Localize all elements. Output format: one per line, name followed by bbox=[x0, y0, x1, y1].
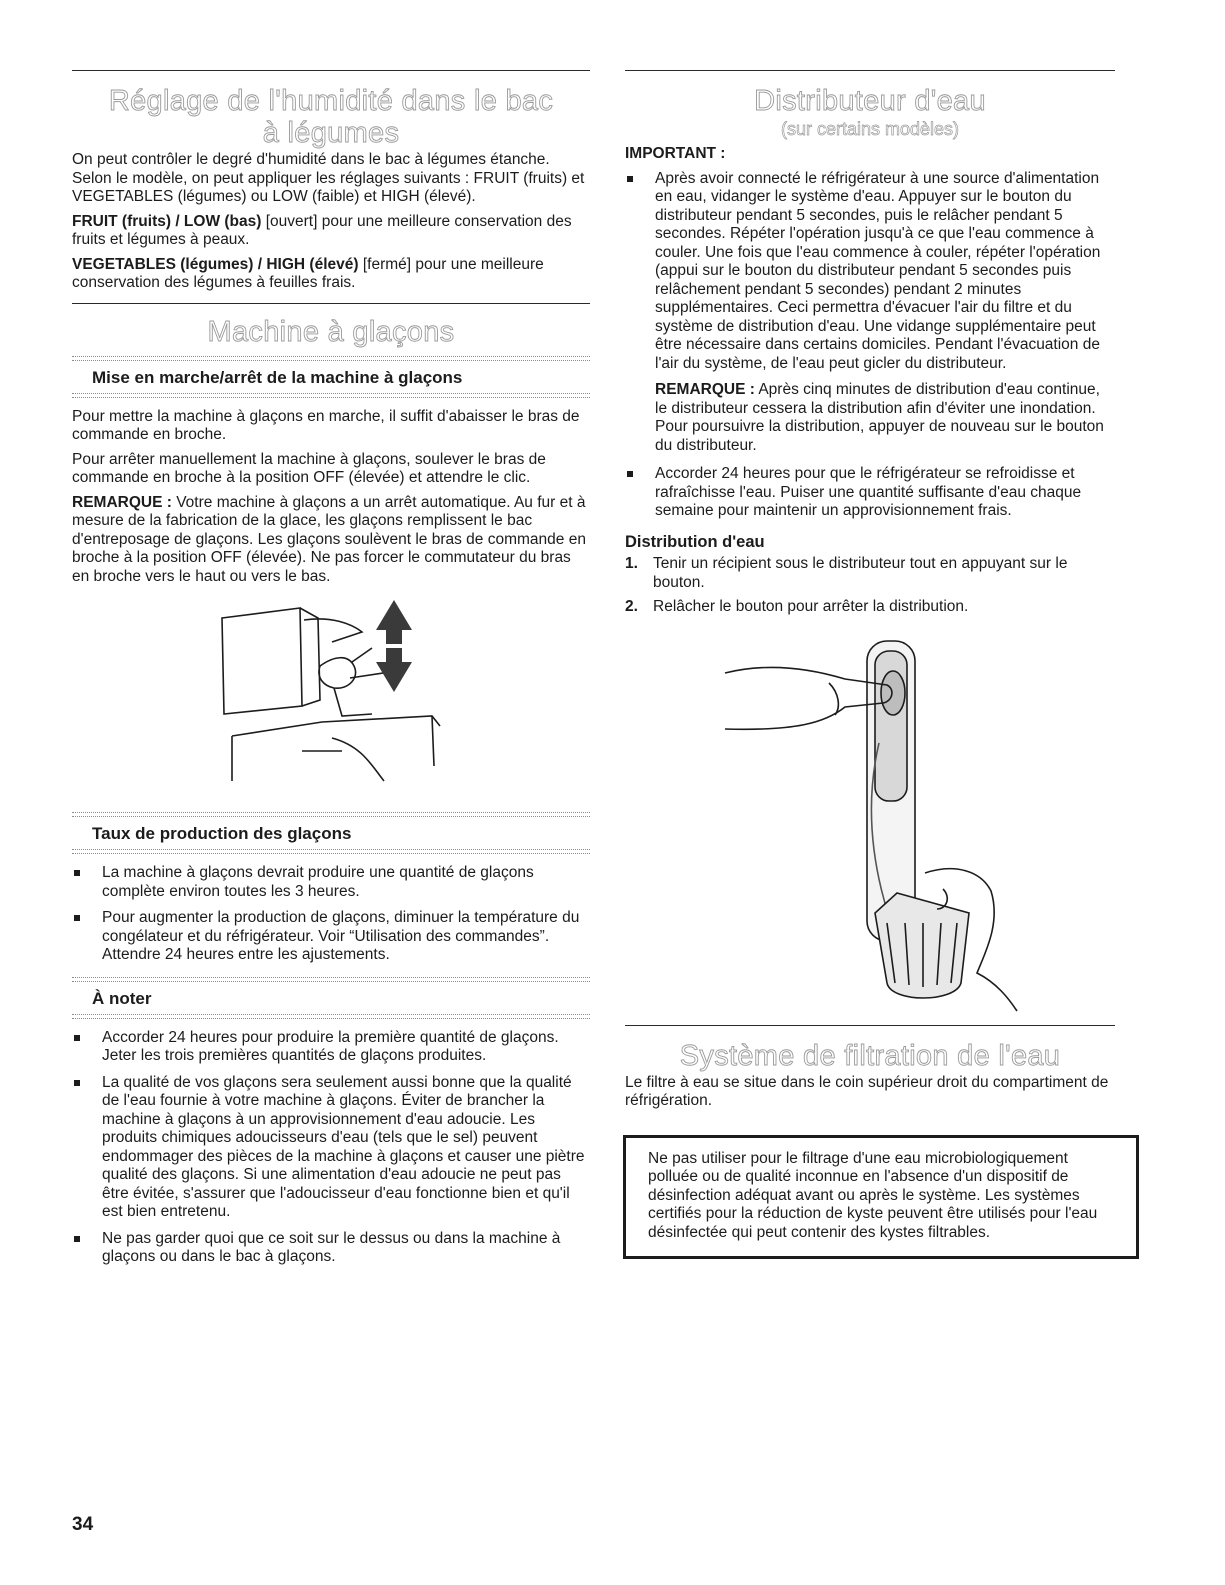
dotted-rule bbox=[72, 393, 590, 398]
fruit-text: [ouvert] pour une meilleure conservation des fruits et légumes à peaux. bbox=[72, 212, 572, 248]
rate-subhead bbox=[72, 812, 590, 854]
humidity-title-line1: Réglage de l'humidité dans le bac bbox=[108, 85, 554, 117]
fruit-label: FRUIT (fruits) / LOW (bas) bbox=[72, 212, 262, 230]
vegetable-text: [fermé] pour une meilleure conservation des légumes à feuilles frais. bbox=[72, 255, 544, 291]
remark-text: Après cinq minutes de distribution d'eau continue, le distributeur cessera la distribution afin d'éviter une inondation. Pour poursuivre la distribution, appuyer de nouveau sur le bouton du distributeur. bbox=[655, 381, 1104, 454]
step-text: Relâcher le bouton pour arrêter la distribution. bbox=[653, 598, 969, 615]
list-item: Ne pas garder quoi que ce soit sur le dessus ou dans la machine à glaçons ou dans le bac à glaçons. bbox=[72, 1230, 590, 1267]
filter-warning-box bbox=[623, 1135, 1139, 1260]
list-item: La machine à glaçons devrait produire une quantité de glaçons complète environ toutes les 3 heures. bbox=[72, 864, 590, 901]
vegetable-label: VEGETABLES (légumes) / HIGH (élevé) bbox=[72, 255, 359, 273]
list-item: Après avoir connecté le réfrigérateur à une source d'alimentation en eau, vidanger le système d'eau. Appuyer sur le bouton du distributeur pendant 5 secondes, puis le relâcher pendant 5 secondes. Répéter l'opération jusqu'à ce que l'eau commence à couler. Une fois que l'eau commence à couler, répéter l'opération (appui sur le bouton du distributeur pendant 5 secondes puis relâchement pendant 5 secondes) pendant 2 minutes supplémentaires. Ceci permettra d'évacuer l'air du filtre et du système de distribution d'eau. Une vidange supplémentaire peut être nécessaire dans certains domiciles. Pendant l'évacuation de l'air du système, de l'eau peut gicler du distributeur. bbox=[625, 170, 1115, 374]
remark-label: REMARQUE : bbox=[655, 381, 755, 398]
left-column bbox=[72, 70, 590, 1275]
humidity-vegetable-setting bbox=[72, 256, 590, 293]
right-column bbox=[625, 70, 1115, 1259]
step-item bbox=[625, 555, 1115, 592]
ice-maker-arm-illustration bbox=[72, 596, 590, 796]
step-number: 1. bbox=[625, 555, 638, 572]
humidity-fruit-setting bbox=[72, 213, 590, 250]
up-down-arrow-icon bbox=[376, 600, 412, 692]
humidity-title-line2: à légumes bbox=[262, 117, 400, 149]
ice-maker-title: Machine à glaçons bbox=[207, 315, 455, 348]
onoff-paragraph-1: Pour mettre la machine à glaçons en marche, il suffit d'abaisser le bras de commande en broche. bbox=[72, 407, 580, 443]
step-number: 2. bbox=[625, 598, 638, 615]
dotted-rule bbox=[72, 1014, 590, 1019]
filter-warning-text: Ne pas utiliser pour le filtrage d'une eau microbiologiquement polluée ou de qualité inconnue en l'absence d'un dispositif de désinfection adéquat avant ou après le système. Les systèmes certifiés pour la réduction de kyste peuvent être utilisés pour l'eau désinfectée qui peut contenir des kystes filtrables. bbox=[648, 1149, 1098, 1241]
distribution-heading: Distribution d'eau bbox=[625, 532, 765, 551]
remark-text: Votre machine à glaçons a un arrêt automatique. Au fur et à mesure de la fabrication de la glace, les glaçons remplissent le bac d'entreposage de glaçons. Les glaçons soulèvent le bras de commande en broche à la position OFF (élevée). Ne pas forcer le commutateur du bras en broche vers le haut ou vers le bas. bbox=[72, 493, 586, 585]
dispenser-subtitle: (sur certains modèles) bbox=[780, 119, 960, 139]
section-rule bbox=[72, 70, 590, 71]
section-rule bbox=[625, 1025, 1115, 1026]
page-number: 34 bbox=[72, 1514, 94, 1535]
rate-list bbox=[72, 864, 590, 965]
important-label: IMPORTANT : bbox=[625, 145, 726, 162]
humidity-intro: On peut contrôler le degré d'humidité dans le bac à légumes étanche. Selon le modèle, on peut appliquer les réglages suivants : FRUIT (fruits) et VEGETABLES (légumes) ou LOW (faible) et HIGH (élevé). bbox=[72, 151, 585, 205]
onoff-subhead bbox=[72, 356, 590, 398]
section-rule bbox=[72, 303, 590, 304]
notes-subhead bbox=[72, 977, 590, 1019]
section-rule bbox=[625, 70, 1115, 71]
remark-label: REMARQUE : bbox=[72, 493, 172, 511]
list-item: La qualité de vos glaçons sera seulement aussi bonne que la qualité de l'eau fournie à votre machine à glaçons. Éviter de brancher la machine à glaçons à un approvisionnement d'eau adoucie. Les produits chimiques adoucisseurs d'eau (tels que le sel) peuvent endommager des pièces de la machine à glaçons et causer une piètre qualité des glaçons. Si une alimentation d'eau adoucie ne peut pas être évitée, s'assurer que l'adoucisseur d'eau fonctionne bien et qu'il est bien entretenu. bbox=[72, 1074, 590, 1222]
notes-heading: À noter bbox=[92, 988, 152, 1008]
onoff-heading: Mise en marche/arrêt de la machine à glaçons bbox=[92, 367, 463, 387]
ice-remark bbox=[72, 494, 590, 587]
dispenser-remark bbox=[625, 381, 1115, 455]
humidity-title bbox=[72, 85, 590, 149]
rate-heading: Taux de production des glaçons bbox=[92, 824, 352, 843]
important-list bbox=[625, 170, 1115, 374]
important-list-2 bbox=[625, 465, 1115, 521]
step-text: Tenir un récipient sous le distributeur tout en appuyant sur le bouton. bbox=[653, 555, 1068, 591]
list-item: Pour augmenter la production de glaçons, diminuer la température du congélateur et du réfrigérateur. Voir “Utilisation des commandes”. Attendre 24 heures entre les ajustements. bbox=[72, 909, 590, 965]
water-dispenser-illustration bbox=[625, 623, 1115, 1013]
onoff-paragraph-2: Pour arrêter manuellement la machine à glaçons, soulever le bras de commande en broche à la position OFF (élevée) et attendre le clic. bbox=[72, 450, 546, 486]
dispenser-title: Distributeur d'eau bbox=[754, 85, 986, 117]
notes-list bbox=[72, 1029, 590, 1267]
filter-title: Système de filtration de l'eau bbox=[679, 1039, 1061, 1072]
step-item bbox=[625, 598, 1115, 617]
filter-intro: Le filtre à eau se situe dans le coin supérieur droit du compartiment de réfrigération. bbox=[625, 1073, 1109, 1109]
distribution-steps bbox=[625, 555, 1115, 617]
list-item: Accorder 24 heures pour produire la première quantité de glaçons. Jeter les trois premières quantités de glaçons produites. bbox=[72, 1029, 590, 1066]
list-item: Accorder 24 heures pour que le réfrigérateur se refroidisse et rafraîchisse l'eau. Puiser une quantité suffisante d'eau chaque semaine pour maintenir un approvisionnement frais. bbox=[625, 465, 1115, 521]
dotted-rule bbox=[72, 849, 590, 854]
